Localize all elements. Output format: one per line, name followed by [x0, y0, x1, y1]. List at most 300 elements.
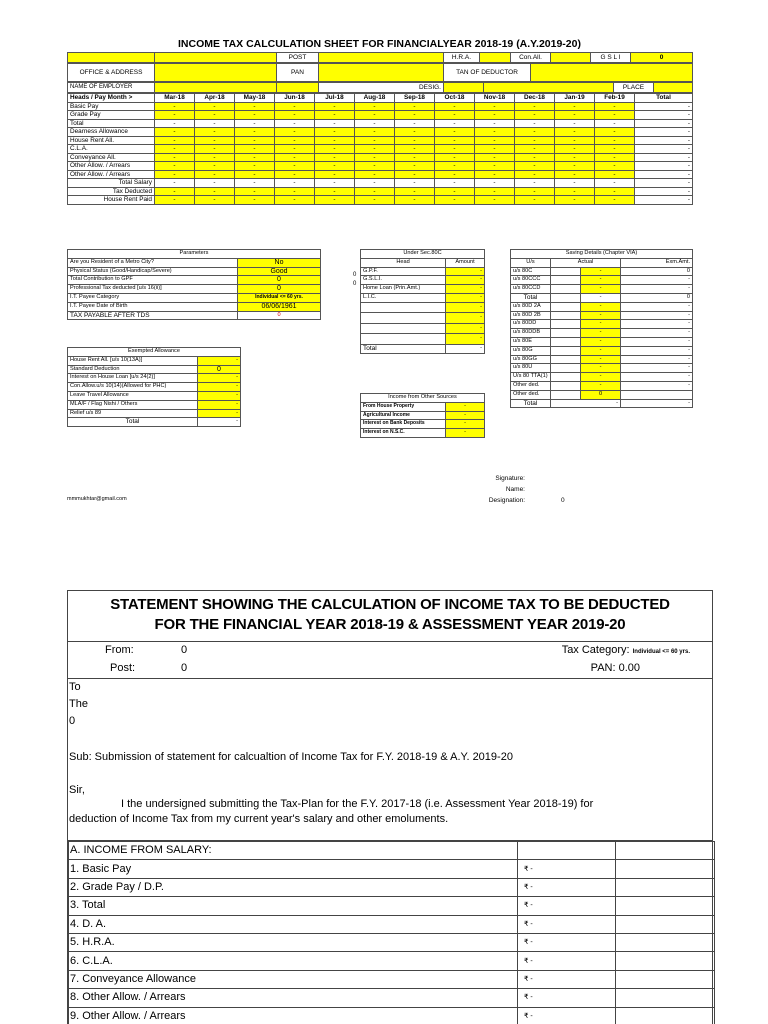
salary-row: [68, 119, 693, 128]
salary-cell[interactable]: -: [315, 102, 355, 111]
saving-total-label: Total: [511, 399, 551, 408]
salary-cell[interactable]: -: [515, 136, 555, 145]
salary-cell[interactable]: -: [515, 145, 555, 154]
sec80c-amount[interactable]: -: [446, 285, 485, 294]
month-header: Aug-18: [355, 94, 395, 103]
post-value: 0: [181, 662, 188, 674]
parameter-row: [68, 302, 321, 311]
salary-cell[interactable]: -: [555, 136, 595, 145]
gpf-lead-value: 0: [353, 272, 357, 278]
income-item-amount: ₹ -: [518, 860, 616, 878]
salary-cell[interactable]: -: [235, 145, 275, 154]
salary-cell[interactable]: -: [555, 111, 595, 120]
salary-cell: -: [475, 119, 515, 128]
salary-cell[interactable]: -: [275, 196, 315, 205]
salary-cell[interactable]: -: [235, 170, 275, 179]
salary-cell[interactable]: -: [195, 102, 235, 111]
salary-cell: -: [595, 119, 635, 128]
exempted-panel: [67, 347, 240, 427]
income-row: [69, 1007, 715, 1024]
salary-cell[interactable]: -: [155, 102, 195, 111]
sec80c-head-label: Head: [361, 258, 446, 267]
salary-cell[interactable]: -: [395, 128, 435, 137]
other-income-value[interactable]: -: [446, 411, 485, 420]
addressee-line: 0: [69, 715, 76, 727]
parameter-value[interactable]: 0: [238, 285, 321, 294]
salary-cell[interactable]: -: [155, 153, 195, 162]
salary-cell[interactable]: -: [315, 111, 355, 120]
income-item-amount: ₹ -: [518, 989, 616, 1007]
salary-cell[interactable]: -: [595, 153, 635, 162]
sec80c-row: [361, 313, 485, 324]
salary-row-label: Other Allow. / Arrears: [68, 170, 155, 179]
salary-cell[interactable]: -: [275, 128, 315, 137]
salary-cell[interactable]: -: [395, 145, 435, 154]
salary-cell[interactable]: -: [555, 145, 595, 154]
salary-cell[interactable]: -: [355, 136, 395, 145]
salary-cell[interactable]: -: [195, 145, 235, 154]
salary-cell[interactable]: -: [395, 187, 435, 196]
saving-us: Total: [511, 293, 551, 302]
sec80c-amount[interactable]: -: [446, 276, 485, 285]
saving-us: U/s 80 TTA(1): [511, 373, 551, 382]
parameter-row: [68, 293, 321, 302]
salary-cell[interactable]: -: [395, 170, 435, 179]
month-header: Dec-18: [515, 94, 555, 103]
salary-cell: -: [195, 119, 235, 128]
salary-cell[interactable]: -: [595, 170, 635, 179]
salary-cell[interactable]: -: [275, 111, 315, 120]
parameter-value[interactable]: 06/06/1961: [238, 302, 321, 311]
blank-cell: [616, 897, 715, 915]
other-income-table: [360, 393, 485, 438]
salary-cell[interactable]: -: [435, 162, 475, 171]
saving-actual[interactable]: -: [581, 373, 621, 382]
saving-actual[interactable]: -: [581, 320, 621, 329]
income-row: [69, 989, 715, 1007]
blank-cell: [155, 53, 277, 63]
salary-cell[interactable]: -: [315, 196, 355, 205]
salary-cell[interactable]: -: [595, 162, 635, 171]
saving-exm: -: [621, 329, 693, 338]
salary-cell[interactable]: -: [355, 102, 395, 111]
salary-cell: -: [315, 119, 355, 128]
salary-cell[interactable]: -: [235, 196, 275, 205]
salary-cell[interactable]: -: [315, 162, 355, 171]
sec80c-amount[interactable]: -: [446, 323, 485, 334]
salary-row: [68, 153, 693, 162]
income-item-label: 4. D. A.: [69, 915, 518, 933]
salary-total-cell: -: [635, 170, 693, 179]
salary-cell[interactable]: -: [315, 136, 355, 145]
salary-cell[interactable]: -: [235, 136, 275, 145]
saving-actual[interactable]: -: [581, 381, 621, 390]
office-field[interactable]: [155, 64, 277, 82]
exempted-label: Standard Deduction: [68, 365, 198, 374]
salary-cell[interactable]: -: [155, 145, 195, 154]
sec80c-amount[interactable]: -: [446, 334, 485, 345]
salary-cell[interactable]: -: [355, 153, 395, 162]
salary-cell[interactable]: -: [275, 153, 315, 162]
income-row: [69, 860, 715, 878]
sec80c-total-value: -: [446, 344, 485, 353]
name-label: Name:: [505, 486, 525, 493]
salary-cell[interactable]: -: [395, 196, 435, 205]
salary-cell[interactable]: -: [475, 162, 515, 171]
from-post-block: [68, 642, 712, 679]
salary-cell[interactable]: -: [595, 187, 635, 196]
saving-actual[interactable]: -: [581, 355, 621, 364]
exempted-total-label: Total: [68, 418, 198, 427]
salary-cell[interactable]: -: [355, 196, 395, 205]
salary-cell[interactable]: -: [475, 136, 515, 145]
salary-cell[interactable]: -: [275, 170, 315, 179]
salary-cell[interactable]: -: [355, 162, 395, 171]
salary-cell[interactable]: -: [275, 145, 315, 154]
salary-cell[interactable]: -: [475, 187, 515, 196]
salary-cell[interactable]: -: [475, 170, 515, 179]
sec80c-amount[interactable]: -: [446, 267, 485, 276]
salary-cell[interactable]: -: [155, 111, 195, 120]
exempted-value[interactable]: -: [198, 409, 241, 418]
salary-cell[interactable]: -: [435, 111, 475, 120]
salary-cell[interactable]: -: [515, 153, 555, 162]
saving-row: [511, 390, 693, 399]
salary-row: [68, 170, 693, 179]
exempted-value[interactable]: -: [198, 374, 241, 383]
salary-cell: -: [555, 119, 595, 128]
sec80c-head: [361, 334, 446, 345]
saving-us: u/s 80DD: [511, 320, 551, 329]
sec80c-panel: [360, 249, 484, 354]
salary-cell[interactable]: -: [195, 170, 235, 179]
employer-label: NAME OF EMPLOYER: [68, 83, 155, 93]
salary-total-cell: -: [635, 145, 693, 154]
the-line: The: [69, 698, 88, 710]
salary-cell[interactable]: -: [435, 196, 475, 205]
signature-label: Signature:: [495, 475, 525, 482]
blank-cell: [551, 311, 581, 320]
salary-row-label: House Rent All.: [68, 136, 155, 145]
salary-cell[interactable]: -: [595, 145, 635, 154]
month-header: Apr-18: [195, 94, 235, 103]
other-income-label: From House Property: [361, 402, 446, 411]
salary-cell: -: [395, 119, 435, 128]
income-row: [69, 970, 715, 988]
salary-cell[interactable]: -: [355, 128, 395, 137]
saving-us: Other ded.: [511, 381, 551, 390]
saving-row: [511, 320, 693, 329]
sec80c-head: L.I.C.: [361, 293, 446, 302]
sec80c-row: [361, 323, 485, 334]
parameter-label: Physical Status (Good/Handicap/Severe): [68, 267, 238, 276]
saving-row: [511, 293, 693, 302]
salary-cell[interactable]: -: [315, 128, 355, 137]
other-income-label: Agricultural Income: [361, 411, 446, 420]
salary-cell[interactable]: -: [235, 128, 275, 137]
salary-cell[interactable]: -: [235, 102, 275, 111]
salary-cell[interactable]: -: [395, 153, 435, 162]
salary-cell[interactable]: -: [595, 102, 635, 111]
signature-block: [470, 473, 565, 506]
blank-cell: [616, 952, 715, 970]
other-income-label: Interest on Bank Deposits: [361, 420, 446, 429]
salary-cell[interactable]: -: [515, 187, 555, 196]
salary-cell[interactable]: -: [235, 111, 275, 120]
exempted-label: Leave Travel Allowance: [68, 391, 198, 400]
con-all-field[interactable]: [551, 53, 591, 63]
month-header: Sep-18: [395, 94, 435, 103]
saving-us: u/s 80D 2A: [511, 302, 551, 311]
salary-cell[interactable]: -: [555, 128, 595, 137]
saving-actual[interactable]: -: [581, 285, 621, 294]
saving-actual[interactable]: 0: [581, 390, 621, 399]
statement-title: [68, 591, 712, 642]
income-item-label: 1. Basic Pay: [69, 860, 518, 878]
exempted-label: House Rent All. [u/s 10(13A)]: [68, 356, 198, 365]
monthly-salary-table: [67, 93, 693, 205]
salary-cell[interactable]: -: [275, 102, 315, 111]
other-income-value[interactable]: -: [446, 420, 485, 429]
salary-cell[interactable]: -: [555, 162, 595, 171]
saving-exm: -: [621, 346, 693, 355]
sec80c-amount[interactable]: -: [446, 313, 485, 324]
income-row: [69, 915, 715, 933]
salary-row: [68, 179, 693, 188]
salary-cell[interactable]: -: [275, 162, 315, 171]
salary-total-cell: -: [635, 111, 693, 120]
salary-cell[interactable]: -: [395, 111, 435, 120]
parameter-value[interactable]: Individual <= 60 yrs.: [238, 293, 321, 302]
parameter-value[interactable]: No: [238, 258, 321, 267]
employer-table: [67, 82, 693, 93]
exempted-value[interactable]: -: [198, 356, 241, 365]
salary-cell[interactable]: -: [435, 145, 475, 154]
desig-field[interactable]: [444, 83, 484, 93]
saving-actual[interactable]: -: [581, 276, 621, 285]
salary-cell[interactable]: -: [435, 128, 475, 137]
salary-cell[interactable]: -: [155, 136, 195, 145]
designation-value: 0: [561, 497, 565, 504]
tan-field[interactable]: [531, 64, 693, 82]
salary-cell: -: [275, 119, 315, 128]
salary-cell[interactable]: -: [555, 187, 595, 196]
salary-cell[interactable]: -: [235, 187, 275, 196]
pan-text: PAN: 0.00: [590, 662, 640, 674]
saving-exm-label: Exm.Amt.: [621, 258, 693, 267]
salary-row-label: Other Allow. / Arrears: [68, 162, 155, 171]
saving-actual[interactable]: -: [581, 302, 621, 311]
salary-cell[interactable]: -: [355, 187, 395, 196]
salary-cell: -: [555, 179, 595, 188]
salary-row: [68, 102, 693, 111]
salary-cell[interactable]: -: [395, 136, 435, 145]
salary-cell[interactable]: -: [395, 102, 435, 111]
salary-cell[interactable]: -: [315, 170, 355, 179]
salary-cell[interactable]: -: [275, 187, 315, 196]
salary-cell[interactable]: -: [595, 196, 635, 205]
salary-row: [68, 162, 693, 171]
employer-field-2[interactable]: [277, 83, 319, 93]
parameter-value[interactable]: Good: [238, 267, 321, 276]
month-header: Jan-19: [555, 94, 595, 103]
salary-cell[interactable]: -: [515, 170, 555, 179]
office-table: [67, 63, 693, 82]
salary-cell[interactable]: -: [435, 187, 475, 196]
sec80c-amount[interactable]: -: [446, 302, 485, 313]
exempted-label: MLA/F / Flag Nishi / Others: [68, 400, 198, 409]
salary-cell[interactable]: -: [555, 196, 595, 205]
salary-cell[interactable]: -: [515, 128, 555, 137]
sec80c-row: [361, 276, 485, 285]
salary-cell[interactable]: -: [155, 187, 195, 196]
office-label: OFFICE & ADDRESS: [68, 64, 155, 82]
salary-cell[interactable]: -: [235, 162, 275, 171]
salary-cell[interactable]: -: [315, 187, 355, 196]
designation-label: Designation:: [488, 497, 525, 504]
exempted-value[interactable]: 0: [198, 365, 241, 374]
salary-cell[interactable]: -: [275, 136, 315, 145]
salary-total-cell: -: [635, 136, 693, 145]
salary-cell[interactable]: -: [355, 145, 395, 154]
exempted-value[interactable]: -: [198, 400, 241, 409]
salary-cell[interactable]: -: [555, 102, 595, 111]
salary-cell[interactable]: -: [475, 111, 515, 120]
salary-cell[interactable]: -: [235, 153, 275, 162]
other-income-title: Income from Other Sources: [361, 394, 485, 403]
saving-actual[interactable]: -: [581, 311, 621, 320]
salary-cell[interactable]: -: [155, 128, 195, 137]
salary-cell[interactable]: -: [195, 153, 235, 162]
sec80c-table: [360, 249, 485, 354]
other-income-row: [361, 402, 485, 411]
salary-cell[interactable]: -: [435, 153, 475, 162]
salary-total-cell: -: [635, 128, 693, 137]
saving-exm: -: [621, 302, 693, 311]
saving-actual[interactable]: -: [581, 267, 621, 276]
salary-cell[interactable]: -: [515, 162, 555, 171]
salary-cell[interactable]: -: [435, 170, 475, 179]
salary-cell[interactable]: -: [595, 136, 635, 145]
employer-field[interactable]: [155, 83, 277, 93]
salary-cell[interactable]: -: [435, 102, 475, 111]
blank-cell: [616, 842, 715, 860]
salary-cell[interactable]: -: [155, 170, 195, 179]
gsli-field[interactable]: 0: [631, 53, 693, 63]
salary-cell[interactable]: -: [595, 128, 635, 137]
tax-category-value: Individual <= 60 yrs.: [632, 649, 690, 655]
saving-us: u/s 80CCC: [511, 276, 551, 285]
desig-field-2[interactable]: [484, 83, 614, 93]
parameter-row: [68, 276, 321, 285]
month-header: Jul-18: [315, 94, 355, 103]
place-field[interactable]: [654, 83, 693, 93]
post-field[interactable]: [319, 53, 444, 63]
blank-cell: [551, 381, 581, 390]
salary-cell[interactable]: -: [155, 196, 195, 205]
sec80c-amount[interactable]: -: [446, 293, 485, 302]
parameter-value: 0: [238, 311, 321, 320]
blank-cell: [551, 346, 581, 355]
salary-cell[interactable]: -: [515, 111, 555, 120]
salary-cell[interactable]: -: [475, 153, 515, 162]
sec80c-head: [361, 323, 446, 334]
salary-cell[interactable]: -: [515, 102, 555, 111]
saving-actual[interactable]: -: [581, 329, 621, 338]
salary-cell[interactable]: -: [475, 102, 515, 111]
blank-cell: [616, 878, 715, 896]
salary-cell[interactable]: -: [475, 145, 515, 154]
salary-cell[interactable]: -: [475, 196, 515, 205]
saving-row: [511, 373, 693, 382]
saving-us: u/s 80E: [511, 337, 551, 346]
salary-row-label: House Rent Paid: [68, 196, 155, 205]
blank-cell: [616, 933, 715, 951]
saving-total-actual: -: [551, 399, 621, 408]
salary-cell[interactable]: -: [555, 153, 595, 162]
salary-cell[interactable]: -: [435, 136, 475, 145]
parameters-title: Parameters: [68, 250, 321, 259]
saving-actual[interactable]: -: [581, 337, 621, 346]
income-item-label: 3. Total: [69, 897, 518, 915]
saving-actual[interactable]: -: [581, 346, 621, 355]
salary-cell[interactable]: -: [595, 111, 635, 120]
parameter-row: [68, 311, 321, 320]
exempted-value[interactable]: -: [198, 391, 241, 400]
salary-cell[interactable]: -: [195, 162, 235, 171]
pan-field[interactable]: [319, 64, 444, 82]
salary-cell[interactable]: -: [355, 111, 395, 120]
salary-cell[interactable]: -: [515, 196, 555, 205]
salary-cell[interactable]: -: [195, 187, 235, 196]
parameter-label: Total Contribution to GPF: [68, 276, 238, 285]
exempted-table: [67, 347, 241, 427]
salutation: Sir,: [69, 784, 85, 796]
income-item-label: 8. Other Allow. / Arrears: [69, 989, 518, 1007]
salary-cell[interactable]: -: [195, 111, 235, 120]
salary-row-label: Total Salary: [68, 179, 155, 188]
salary-cell[interactable]: -: [195, 128, 235, 137]
other-income-value[interactable]: -: [446, 429, 485, 438]
hra-field[interactable]: [480, 53, 511, 63]
blank-cell: [551, 293, 581, 302]
salary-cell[interactable]: -: [475, 128, 515, 137]
salary-cell[interactable]: -: [555, 170, 595, 179]
parameter-value[interactable]: 0: [238, 276, 321, 285]
other-income-label: Interest on N.S.C.: [361, 429, 446, 438]
parameter-row: [68, 285, 321, 294]
salary-cell[interactable]: -: [195, 196, 235, 205]
saving-actual[interactable]: -: [581, 364, 621, 373]
saving-exm: -: [621, 373, 693, 382]
salary-cell[interactable]: -: [195, 136, 235, 145]
con-all-label: Con.All.: [511, 53, 551, 63]
salary-cell[interactable]: -: [355, 170, 395, 179]
statement-title-line1: STATEMENT SHOWING THE CALCULATION OF INCOME TAX TO BE DEDUCTED: [110, 596, 670, 613]
body-paragraph-line1: I the undersigned submitting the Tax-Plan for the F.Y. 2017-18 (i.e. Assessment Year 2018-19) for: [121, 798, 594, 810]
salary-row-label: Dearness Allowance: [68, 128, 155, 137]
tax-category: [562, 644, 690, 656]
salary-cell[interactable]: -: [315, 145, 355, 154]
salary-total-cell: -: [635, 196, 693, 205]
salary-cell[interactable]: -: [315, 153, 355, 162]
exempted-value[interactable]: -: [198, 383, 241, 392]
other-income-value[interactable]: -: [446, 402, 485, 411]
sec80c-head: G.P.F.: [361, 267, 446, 276]
blank-cell: [551, 373, 581, 382]
salary-cell[interactable]: -: [395, 162, 435, 171]
salary-cell[interactable]: -: [155, 162, 195, 171]
